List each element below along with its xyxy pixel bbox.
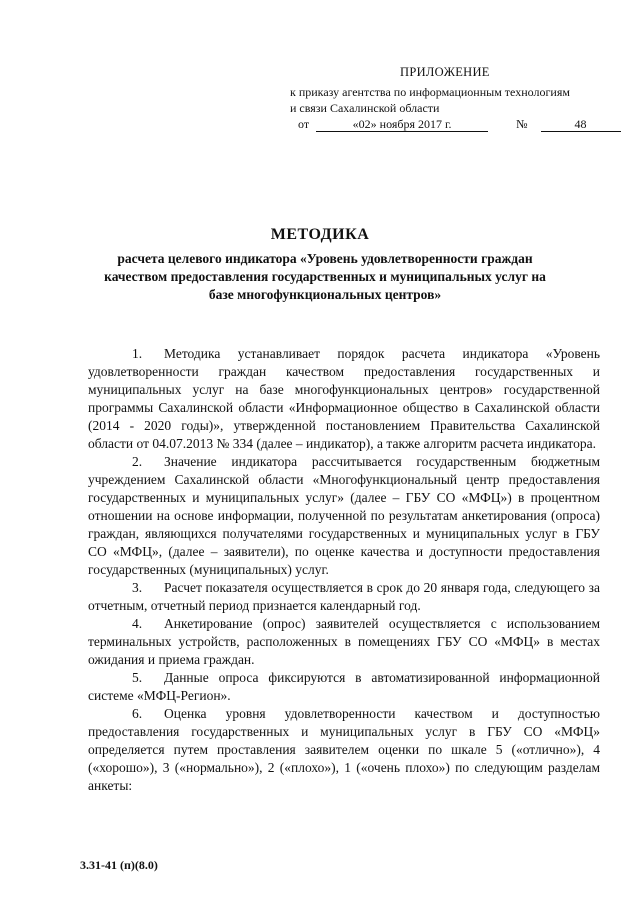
paragraph-1 [88,345,600,453]
paragraph-text: Методика устанавливает порядок расчета индикатора «Уровень удовлетворенности граждан качеством предоставления государственных и муниципальных услуг на базе многофункциональных центров» государственной программы Сахалинской области «Информационное общество в Сахалинской области (2014 - 2020 годы)», утвержденной постановлением Правительства Сахалинской области от 04.07.2013 № 334 (далее – индикатор), а также алгоритм расчета индикатора. [88,346,600,451]
paragraph-text: Расчет показателя осуществляется в срок до 20 января года, следующего за отчетным, отчетный период признается календарный год. [88,580,600,613]
order-number-field: 48 [541,116,621,132]
document-body [88,345,600,795]
paragraph-text: Значение индикатора рассчитывается государственным бюджетным учреждением Сахалинской области «Многофункциональный центр предоставления государственных и муниципальных услуг» (далее – ГБУ СО «МФЦ») в процентном отношении на основе информации, полученной по результатам анкетирования (опроса) граждан, являющихся получателями государственных и муниципальных услуг в ГБУ СО «МФЦ», (далее – заявители), по оценке качества и доступности предоставления государственных (муниципальных) услуг. [88,454,600,577]
appendix-title: ПРИЛОЖЕНИЕ [400,65,490,79]
order-reference-line-1: к приказу агентства по информационным технологиям [290,85,570,99]
paragraph-number: 5. [132,670,143,685]
paragraph-6 [88,705,600,795]
paragraph-2 [88,453,600,579]
order-date-field: «02» ноября 2017 г. [316,116,488,132]
order-date-number-line [298,116,621,132]
document-subtitle: расчета целевого индикатора «Уровень удовлетворенности граждан качеством предоставления государственных и муниципальных услуг на базе многофункциональных центров» [104,251,546,302]
paragraph-number: 1. [132,346,143,361]
paragraph-3 [88,579,600,615]
document-title: МЕТОДИКА [270,226,370,243]
paragraph-text: Анкетирование (опрос) заявителей осуществляется с использованием терминальных устройств, расположенных в помещениях ГБУ СО «МФЦ» в местах ожидания и приема граждан. [88,616,600,667]
paragraph-5 [88,669,600,705]
paragraph-number: 6. [132,706,143,721]
number-label: № [516,117,528,131]
order-reference-line-2: и связи Сахалинской области [290,101,440,115]
paragraph-number: 2. [132,454,143,469]
paragraph-text: Оценка уровня удовлетворенности качеством и доступностью предоставления государственных и муниципальных услуг в ГБУ СО «МФЦ» определяется путем проставления заявителем оценки по шкале 5 («отлично»), 4 («хорошо»), 3 («нормально»), 2 («плохо»), 1 («очень плохо») по следующим разделам анкеты: [88,706,600,793]
paragraph-4 [88,615,600,669]
paragraph-number: 4. [132,616,143,631]
paragraph-text: Данные опроса фиксируются в автоматизированной информационной системе «МФЦ-Регион». [88,670,600,703]
from-label: от [298,117,310,131]
paragraph-number: 3. [132,580,143,595]
document-code: 3.31-41 (п)(8.0) [80,858,158,872]
